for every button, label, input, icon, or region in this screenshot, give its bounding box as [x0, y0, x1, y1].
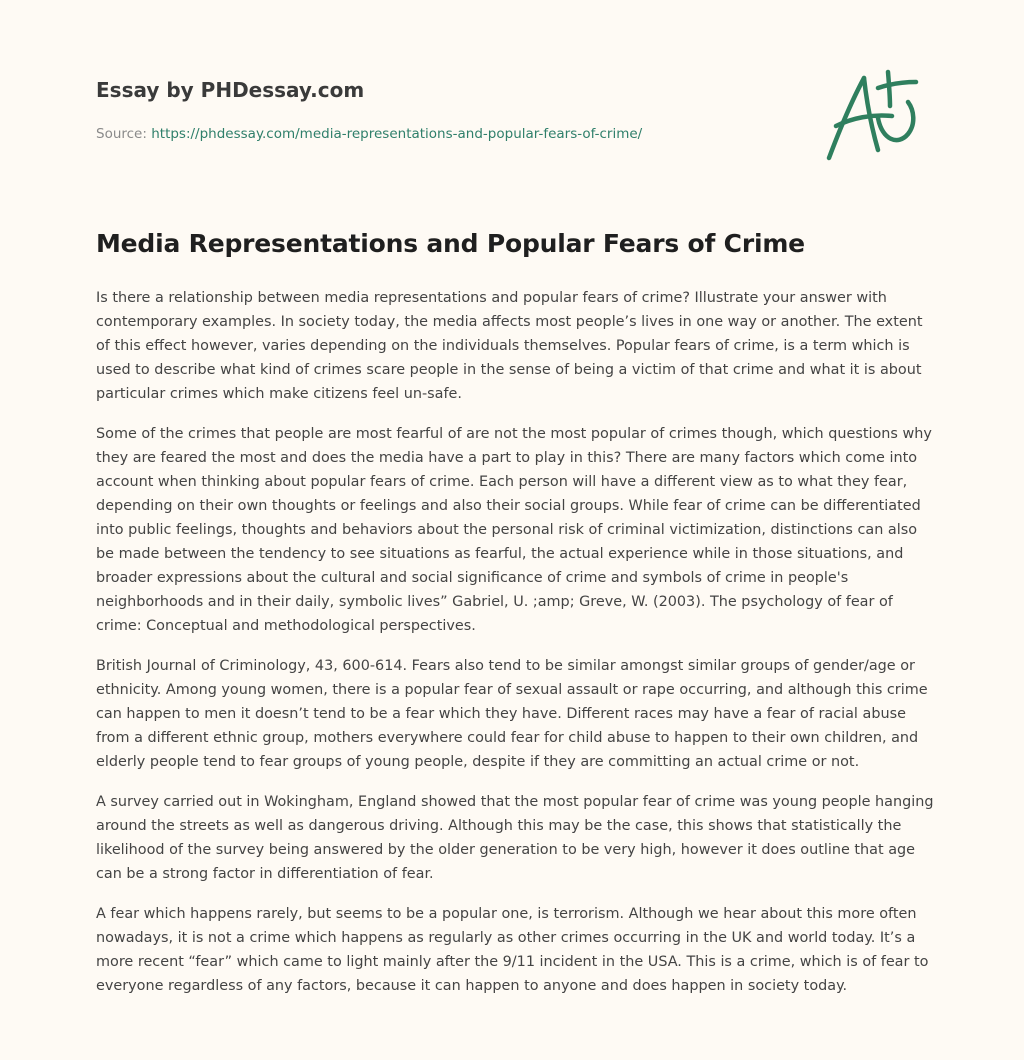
essay-paragraph: Some of the crimes that people are most fearful of are not the most popular of crimes though, which questions why they are feared the most and does the media have a part to play in this? There are many factors which come into account when thinking about popular fears of crime. Each person will have a different view as to what they fear, depending on their own thoughts or feelings and also their social groups. While fear of crime can be differentiated into public feelings, thoughts and behaviors about the personal risk of criminal victimization, distinctions can also be made between the tendency to see situations as fearful, the actual experience while in those situations, and broader expressions about the cultural and social significance of crime and symbols of crime in people's neighborhoods and in their daily, symbolic lives” Gabriel, U. ;amp; Greve, W. (2003). The psychology of fear of crime: Conceptual and methodological perspectives.	[96, 426, 932, 634]
essay-paragraph: A fear which happens rarely, but seems to be a popular one, is terrorism. Although we hear about this more often nowadays, it is not a crime which happens as regularly as other crimes occurring in the UK and world today. It’s a more recent “fear” which came to light mainly after the 9/11 incident in the USA. This is a crime, which is of fear to everyone regardless of any factors, because it can happen to anyone and does happen in society today.	[96, 906, 929, 994]
source-line	[96, 124, 796, 144]
essay-body	[96, 286, 936, 1014]
site-title: Essay by PHDessay.com	[96, 78, 365, 102]
page-header	[96, 76, 796, 144]
essay-paragraph: A survey carried out in Wokingham, England showed that the most popular fear of crime was young people hanging around the streets as well as dangerous driving. Although this may be the case, this shows that statistically the likelihood of the survey being answered by the older generation to be very high, however it does outline that age can be a strong factor in differentiation of fear.	[96, 794, 934, 882]
source-label: Source:	[96, 126, 152, 142]
essay-paragraph: Is there a relationship between media representations and popular fears of crime? Illustrate your answer with contemporary examples. In society today, the media affects most people’s lives in one way or another. The extent of this effect however, varies depending on the individuals themselves. Popular fears of crime, is a term which is used to describe what kind of crimes scare people in the sense of being a victim of that crime and what it is about particular crimes which make citizens feel un-safe.	[96, 290, 923, 402]
source-link[interactable]: https://phdessay.com/media-representations-and-popular-fears-of-crime/	[151, 126, 643, 142]
essay-paragraph: British Journal of Criminology, 43, 600-614. Fears also tend to be similar amongst similar groups of gender/age or ethnicity. Among young women, there is a popular fear of sexual assault or rape occurring, and although this crime can happen to men it doesn’t tend to be a fear which they have. Different races may have a fear of racial abuse from a different ethnic group, mothers everywhere could fear for child abuse to happen to their own children, and elderly people tend to fear groups of young people, despite if they are committing an actual crime or not.	[96, 658, 928, 770]
a-plus-grade-icon	[822, 66, 932, 166]
essay-title: Media Representations and Popular Fears of Crime	[96, 229, 805, 258]
